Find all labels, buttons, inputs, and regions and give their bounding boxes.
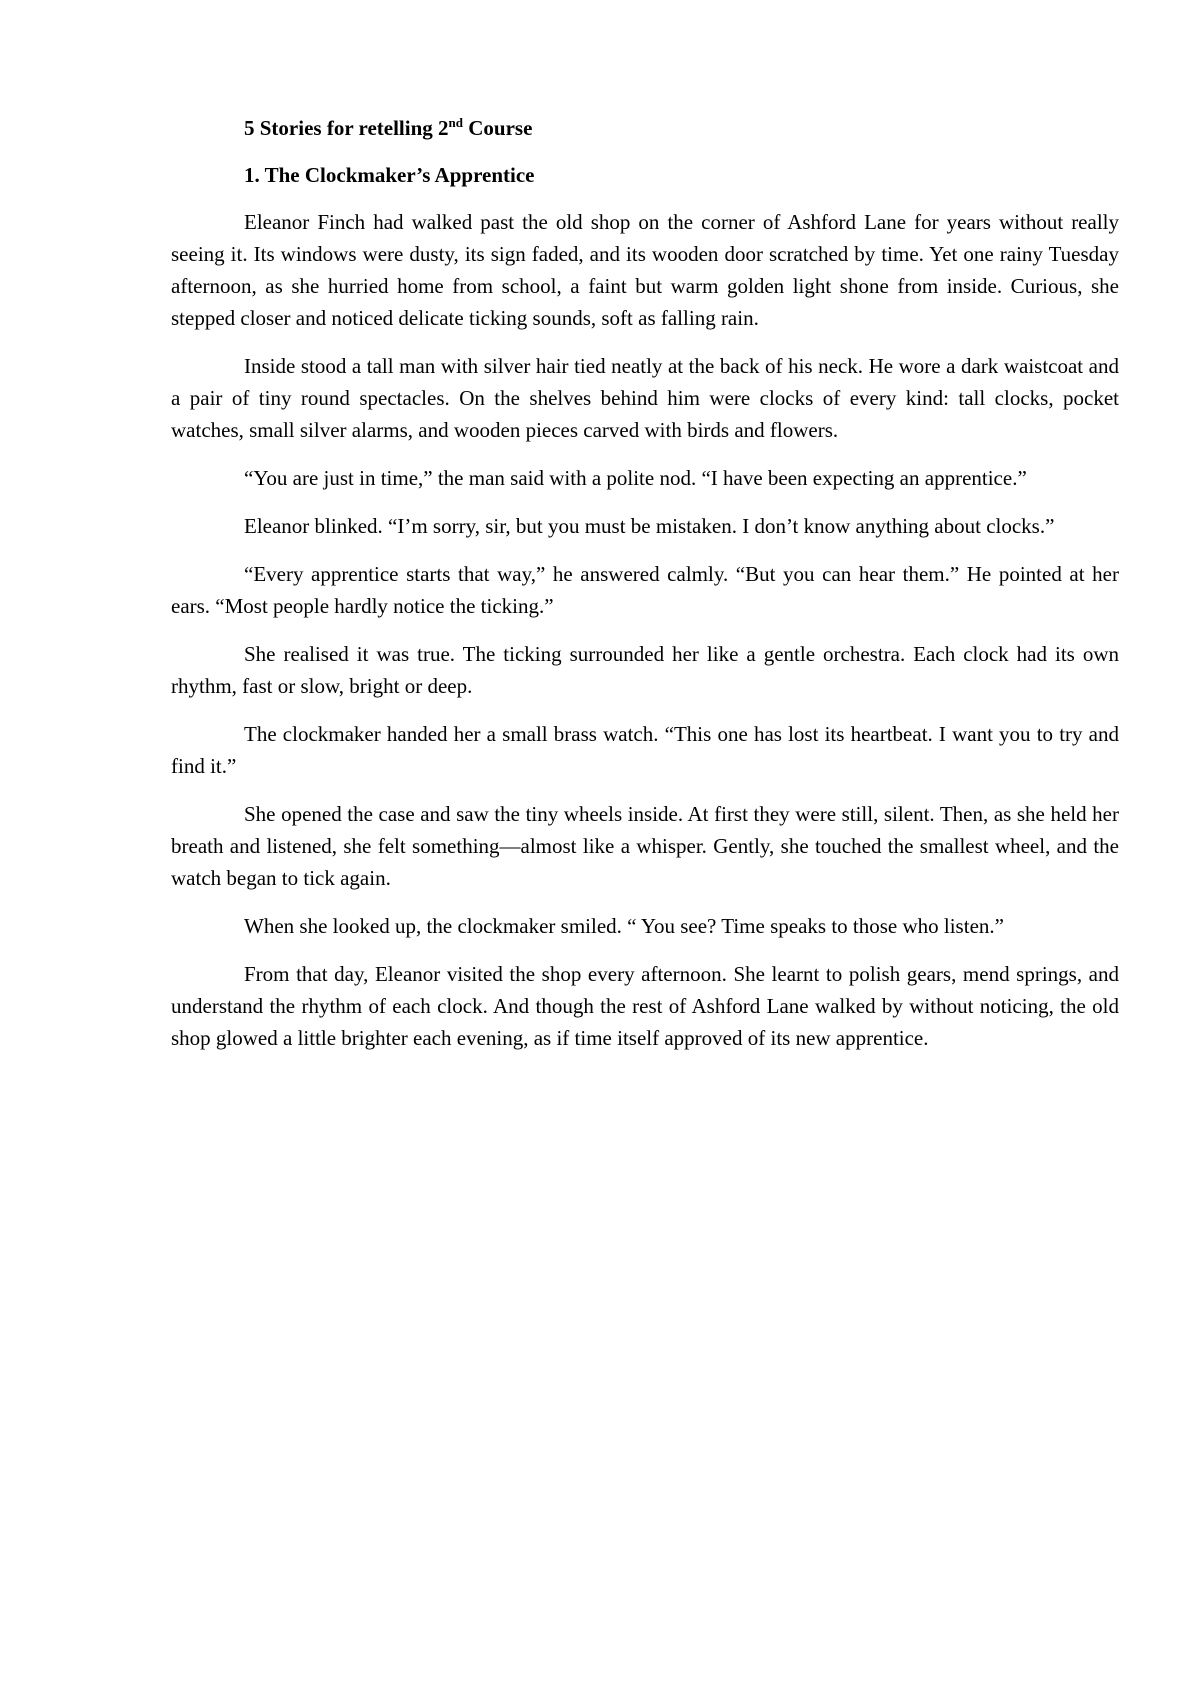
paragraph: The clockmaker handed her a small brass watch. “This one has lost its heartbeat. I want you to try and find it.”: [171, 722, 1119, 778]
paragraph: “You are just in time,” the man said with a polite nod. “I have been expecting an apprentice.”: [244, 466, 1027, 490]
document-title-main: 5 Stories for retelling 2: [244, 116, 449, 140]
document-body: [171, 112, 1119, 1070]
paragraph: Eleanor blinked. “I’m sorry, sir, but you must be mistaken. I don’t know anything about clocks.”: [244, 514, 1055, 538]
paragraph: From that day, Eleanor visited the shop every afternoon. She learnt to polish gears, mend springs, and understand the rhythm of each clock. And though the rest of Ashford Lane walked by without noticing, the old shop glowed a little brighter each evening, as if time itself approved of its new apprentice.: [171, 962, 1119, 1050]
paragraph: Eleanor Finch had walked past the old shop on the corner of Ashford Lane for years without really seeing it. Its windows were dusty, its sign faded, and its wooden door scratched by time. Yet one rainy Tuesday afternoon, as she hurried home from school, a faint but warm golden light shone from inside. Curious, she stepped closer and noticed delicate ticking sounds, soft as falling rain.: [171, 210, 1119, 330]
document-title-tail: Course: [462, 116, 533, 140]
document-title: [171, 112, 1119, 144]
paragraph: “Every apprentice starts that way,” he answered calmly. “But you can hear them.” He pointed at her ears. “Most people hardly notice the ticking.”: [171, 562, 1119, 618]
paragraph: Inside stood a tall man with silver hair tied neatly at the back of his neck. He wore a dark waistcoat and a pair of tiny round spectacles. On the shelves behind him were clocks of every kind: tall clocks, pocket watches, small silver alarms, and wooden pieces carved with birds and flowers.: [171, 354, 1119, 442]
document-title-superscript: nd: [448, 115, 463, 130]
paragraph: When she looked up, the clockmaker smiled. “ You see? Time speaks to those who listen.”: [244, 914, 1004, 938]
paragraph: She opened the case and saw the tiny wheels inside. At first they were still, silent. Then, as she held her breath and listened, she felt something—almost like a whisper. Gently, she touched the smallest wheel, and the watch began to tick again.: [171, 802, 1119, 890]
paragraph: She realised it was true. The ticking surrounded her like a gentle orchestra. Each clock had its own rhythm, fast or slow, bright or deep.: [171, 642, 1119, 698]
story-title: 1. The Clockmaker’s Apprentice: [244, 163, 535, 187]
